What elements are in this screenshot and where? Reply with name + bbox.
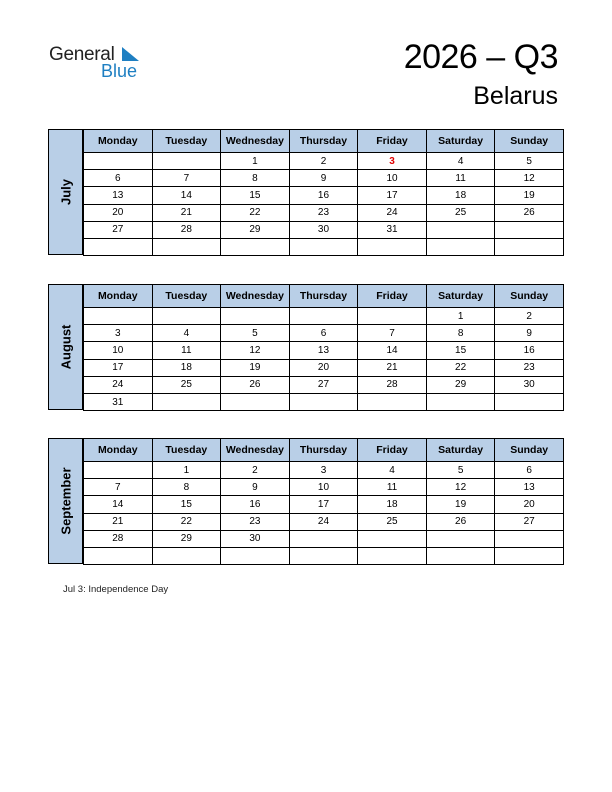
week-row xyxy=(84,342,564,359)
day-cell: 11 xyxy=(426,170,495,187)
weekday-header: Friday xyxy=(358,285,427,308)
day-cell xyxy=(358,238,427,255)
day-cell: 2 xyxy=(289,153,358,170)
page-title: 2026 – Q3 xyxy=(403,38,558,76)
day-cell: 19 xyxy=(221,359,290,376)
day-cell: 29 xyxy=(426,376,495,393)
weekday-header: Saturday xyxy=(426,439,495,462)
day-cell: 22 xyxy=(152,513,221,530)
day-cell: 2 xyxy=(495,308,564,325)
day-cell: 9 xyxy=(289,170,358,187)
day-cell: 24 xyxy=(289,513,358,530)
day-cell xyxy=(495,221,564,238)
weekday-header: Friday xyxy=(358,130,427,153)
day-cell xyxy=(221,308,290,325)
day-cell: 23 xyxy=(221,513,290,530)
day-cell: 4 xyxy=(152,325,221,342)
day-cell: 28 xyxy=(152,221,221,238)
weekday-header-row xyxy=(84,130,564,153)
weekday-header-row xyxy=(84,285,564,308)
day-cell: 14 xyxy=(84,496,153,513)
day-cell: 1 xyxy=(152,462,221,479)
day-cell xyxy=(152,308,221,325)
week-row xyxy=(84,530,564,547)
day-cell: 17 xyxy=(84,359,153,376)
day-cell: 30 xyxy=(221,530,290,547)
weekday-header: Tuesday xyxy=(152,439,221,462)
day-cell: 9 xyxy=(495,325,564,342)
day-cell: 15 xyxy=(426,342,495,359)
weekday-header: Tuesday xyxy=(152,285,221,308)
logo-triangle-icon xyxy=(122,47,139,61)
weekday-header: Wednesday xyxy=(221,130,290,153)
day-cell: 18 xyxy=(426,187,495,204)
day-cell: 29 xyxy=(221,221,290,238)
day-cell: 16 xyxy=(289,187,358,204)
week-row xyxy=(84,496,564,513)
day-cell: 23 xyxy=(289,204,358,221)
month-calendar-1 xyxy=(48,284,564,410)
day-cell: 28 xyxy=(358,376,427,393)
month-label xyxy=(48,438,83,564)
weekday-header: Monday xyxy=(84,130,153,153)
day-cell: 26 xyxy=(221,376,290,393)
calendar-table xyxy=(83,438,564,565)
week-row xyxy=(84,547,564,564)
day-cell: 5 xyxy=(495,153,564,170)
day-cell: 21 xyxy=(84,513,153,530)
day-cell xyxy=(426,238,495,255)
day-cell xyxy=(221,393,290,410)
day-cell: 17 xyxy=(289,496,358,513)
day-cell xyxy=(84,308,153,325)
day-cell: 30 xyxy=(495,376,564,393)
weekday-header: Saturday xyxy=(426,130,495,153)
day-cell: 12 xyxy=(426,479,495,496)
day-cell: 6 xyxy=(84,170,153,187)
day-cell: 24 xyxy=(84,376,153,393)
week-row xyxy=(84,393,564,410)
day-cell: 7 xyxy=(84,479,153,496)
day-cell: 11 xyxy=(358,479,427,496)
day-cell: 26 xyxy=(426,513,495,530)
day-cell xyxy=(495,238,564,255)
weekday-header: Monday xyxy=(84,439,153,462)
day-cell: 21 xyxy=(358,359,427,376)
day-cell: 20 xyxy=(289,359,358,376)
day-cell xyxy=(84,153,153,170)
week-row xyxy=(84,376,564,393)
day-cell: 28 xyxy=(84,530,153,547)
weekday-header: Tuesday xyxy=(152,130,221,153)
day-cell xyxy=(152,547,221,564)
week-row xyxy=(84,221,564,238)
day-cell xyxy=(426,393,495,410)
day-cell: 18 xyxy=(358,496,427,513)
day-cell: 31 xyxy=(84,393,153,410)
day-cell: 3 xyxy=(358,153,427,170)
day-cell xyxy=(495,530,564,547)
day-cell xyxy=(358,530,427,547)
weekday-header: Thursday xyxy=(289,285,358,308)
day-cell: 29 xyxy=(152,530,221,547)
day-cell: 7 xyxy=(358,325,427,342)
weekday-header: Thursday xyxy=(289,130,358,153)
logo-general-text: General xyxy=(49,44,115,65)
day-cell: 21 xyxy=(152,204,221,221)
week-row xyxy=(84,513,564,530)
weekday-header: Friday xyxy=(358,439,427,462)
day-cell: 17 xyxy=(358,187,427,204)
day-cell xyxy=(289,393,358,410)
day-cell xyxy=(426,547,495,564)
logo-blue-text: Blue xyxy=(101,61,138,81)
week-row xyxy=(84,187,564,204)
week-row xyxy=(84,153,564,170)
day-cell xyxy=(84,547,153,564)
day-cell: 6 xyxy=(495,462,564,479)
day-cell: 12 xyxy=(495,170,564,187)
month-name: July xyxy=(58,178,73,206)
day-cell: 12 xyxy=(221,342,290,359)
day-cell: 7 xyxy=(152,170,221,187)
day-cell: 15 xyxy=(221,187,290,204)
day-cell: 2 xyxy=(221,462,290,479)
day-cell: 14 xyxy=(358,342,427,359)
country-name: Belarus xyxy=(473,82,558,110)
day-cell: 19 xyxy=(495,187,564,204)
weekday-header: Saturday xyxy=(426,285,495,308)
day-cell: 20 xyxy=(84,204,153,221)
day-cell: 13 xyxy=(84,187,153,204)
day-cell: 26 xyxy=(495,204,564,221)
day-cell xyxy=(152,153,221,170)
day-cell: 4 xyxy=(426,153,495,170)
weekday-header: Sunday xyxy=(495,285,564,308)
day-cell xyxy=(152,238,221,255)
weekday-header: Wednesday xyxy=(221,439,290,462)
week-row xyxy=(84,462,564,479)
month-calendar-0 xyxy=(48,129,564,255)
day-cell xyxy=(221,238,290,255)
day-cell: 19 xyxy=(426,496,495,513)
weekday-header-row xyxy=(84,439,564,462)
day-cell: 10 xyxy=(289,479,358,496)
day-cell: 9 xyxy=(221,479,290,496)
day-cell xyxy=(358,308,427,325)
day-cell: 31 xyxy=(358,221,427,238)
day-cell xyxy=(358,547,427,564)
weekday-header: Monday xyxy=(84,285,153,308)
day-cell: 24 xyxy=(358,204,427,221)
weekday-header: Sunday xyxy=(495,439,564,462)
day-cell: 11 xyxy=(152,342,221,359)
week-row xyxy=(84,170,564,187)
day-cell: 23 xyxy=(495,359,564,376)
day-cell: 5 xyxy=(426,462,495,479)
day-cell: 16 xyxy=(495,342,564,359)
day-cell xyxy=(289,308,358,325)
month-label xyxy=(48,284,83,410)
day-cell xyxy=(289,547,358,564)
day-cell: 25 xyxy=(426,204,495,221)
day-cell: 16 xyxy=(221,496,290,513)
day-cell: 1 xyxy=(221,153,290,170)
day-cell xyxy=(495,547,564,564)
day-cell xyxy=(152,393,221,410)
day-cell xyxy=(221,547,290,564)
day-cell: 14 xyxy=(152,187,221,204)
weekday-header: Wednesday xyxy=(221,285,290,308)
day-cell xyxy=(84,462,153,479)
day-cell: 6 xyxy=(289,325,358,342)
day-cell xyxy=(84,238,153,255)
week-row xyxy=(84,479,564,496)
calendar-table xyxy=(83,284,564,411)
day-cell: 8 xyxy=(221,170,290,187)
day-cell xyxy=(495,393,564,410)
day-cell: 10 xyxy=(84,342,153,359)
day-cell xyxy=(426,221,495,238)
day-cell: 13 xyxy=(495,479,564,496)
day-cell: 13 xyxy=(289,342,358,359)
day-cell xyxy=(289,530,358,547)
day-cell xyxy=(358,393,427,410)
day-cell: 27 xyxy=(84,221,153,238)
day-cell: 20 xyxy=(495,496,564,513)
day-cell: 1 xyxy=(426,308,495,325)
day-cell: 22 xyxy=(221,204,290,221)
month-name: September xyxy=(58,467,73,535)
month-name: August xyxy=(58,324,73,370)
week-row xyxy=(84,325,564,342)
day-cell: 5 xyxy=(221,325,290,342)
day-cell: 25 xyxy=(358,513,427,530)
day-cell: 30 xyxy=(289,221,358,238)
day-cell: 27 xyxy=(289,376,358,393)
generalblue-logo xyxy=(49,44,149,84)
day-cell: 10 xyxy=(358,170,427,187)
day-cell: 15 xyxy=(152,496,221,513)
day-cell: 27 xyxy=(495,513,564,530)
week-row xyxy=(84,204,564,221)
day-cell: 22 xyxy=(426,359,495,376)
week-row xyxy=(84,308,564,325)
day-cell: 3 xyxy=(289,462,358,479)
day-cell: 4 xyxy=(358,462,427,479)
day-cell: 18 xyxy=(152,359,221,376)
weekday-header: Sunday xyxy=(495,130,564,153)
month-label xyxy=(48,129,83,255)
day-cell: 8 xyxy=(152,479,221,496)
month-calendar-2 xyxy=(48,438,564,564)
day-cell xyxy=(426,530,495,547)
day-cell: 3 xyxy=(84,325,153,342)
week-row xyxy=(84,238,564,255)
week-row xyxy=(84,359,564,376)
day-cell: 8 xyxy=(426,325,495,342)
day-cell: 25 xyxy=(152,376,221,393)
weekday-header: Thursday xyxy=(289,439,358,462)
holiday-note: Jul 3: Independence Day xyxy=(63,584,169,595)
calendar-table xyxy=(83,129,564,256)
day-cell xyxy=(289,238,358,255)
